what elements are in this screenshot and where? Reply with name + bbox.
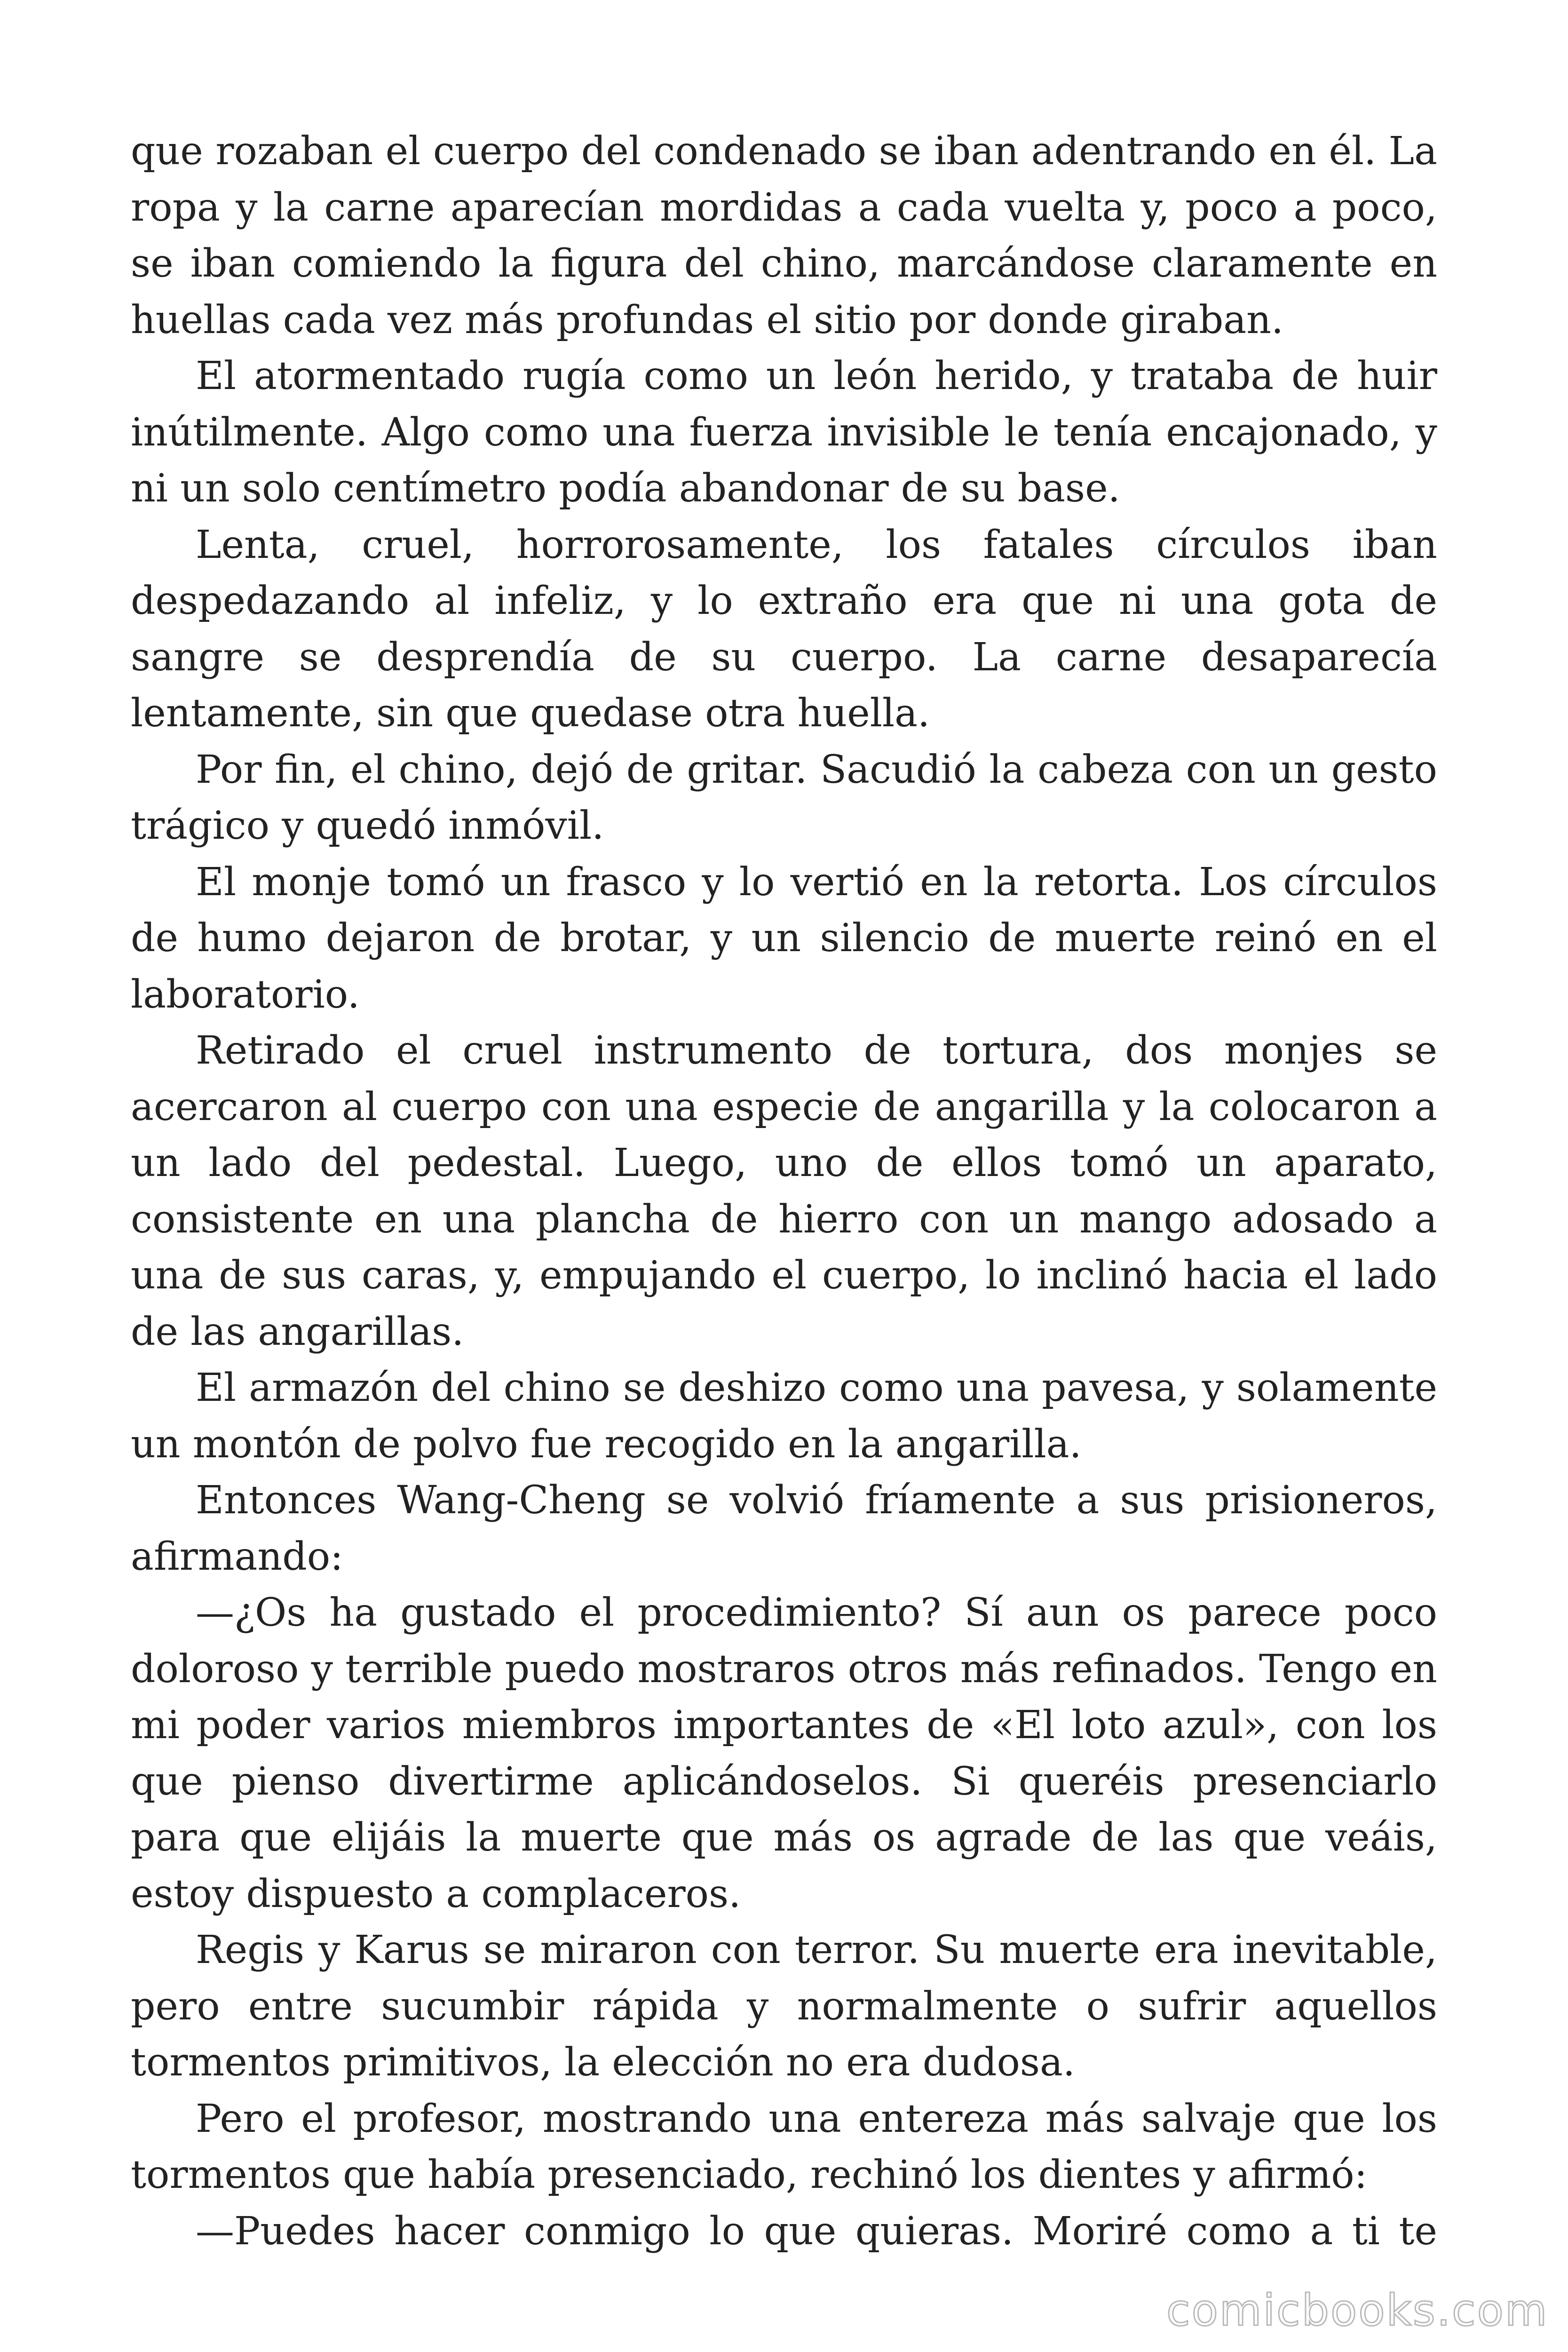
- paragraph-1: que rozaban el cuerpo del condenado se iban adentrando en él. La ropa y la carne aparecían mordidas a cada vuelta y, poco a poco, se iban comiendo la figura del chino, marcándose claramente en huellas cada vez más profundas el sitio por donde giraban.: [131, 129, 1437, 342]
- paragraph-8: Entonces Wang-Cheng se volvió fríamente a sus prisioneros, afirmando:: [131, 1478, 1437, 1579]
- paragraph-11: Pero el profesor, mostrando una entereza más salvaje que los tormentos que había presenciado, rechinó los dientes y afirmó:: [131, 2096, 1437, 2197]
- paragraph-12: —Puedes hacer conmigo lo que quieras. Moriré como a ti te: [196, 2209, 1437, 2254]
- watermark: comicbooks.com: [1166, 2285, 1549, 2336]
- paragraph-6: Retirado el cruel instrumento de tortura, dos monjes se acercaron al cuerpo con una especie de angarilla y la colocaron a un lado del pedestal. Luego, uno de ellos tomó un aparato, consistente en una plancha de hierro con un mango adosado a una de sus caras, y, empujando el cuerpo, lo inclinó hacia el lado de las angarillas.: [131, 1028, 1437, 1354]
- paragraph-10: Regis y Karus se miraron con terror. Su muerte era inevitable, pero entre sucumbir rápida y normalmente o sufrir aquellos tormentos primitivos, la elección no era dudosa.: [131, 1928, 1437, 2085]
- paragraph-9: —¿Os ha gustado el procedimiento? Sí aun os parece poco doloroso y terrible puedo mostraros otros más refinados. Tengo en mi poder varios miembros importantes de «El loto azul», con los que pienso divertirme aplicándoselos. Si queréis presenciarlo para que elijáis la muerte que más os agrade de las que veáis, estoy dispuesto a complaceros.: [131, 1590, 1437, 1916]
- paragraph-7: El armazón del chino se deshizo como una pavesa, y solamente un montón de polvo fue recogido en la angarilla.: [131, 1366, 1437, 1467]
- paragraph-3: Lenta, cruel, horrorosamente, los fatales círculos iban despedazando al infeliz, y lo extraño era que ni una gota de sangre se desprendía de su cuerpo. La carne desaparecía lentamente, sin que quedase otra huella.: [131, 522, 1437, 736]
- paragraph-4: Por fin, el chino, dejó de gritar. Sacudió la cabeza con un gesto trágico y quedó inmóvil.: [131, 747, 1437, 848]
- paragraph-2: El atormentado rugía como un león herido, y trataba de huir inútilmente. Algo como una fuerza invisible le tenía encajonado, y ni un solo centímetro podía abandonar de su base.: [131, 354, 1437, 511]
- book-page-text: [131, 123, 1437, 2259]
- paragraph-5: El monje tomó un frasco y lo vertió en la retorta. Los círculos de humo dejaron de brotar, y un silencio de muerte reinó en el laboratorio.: [131, 859, 1437, 1017]
